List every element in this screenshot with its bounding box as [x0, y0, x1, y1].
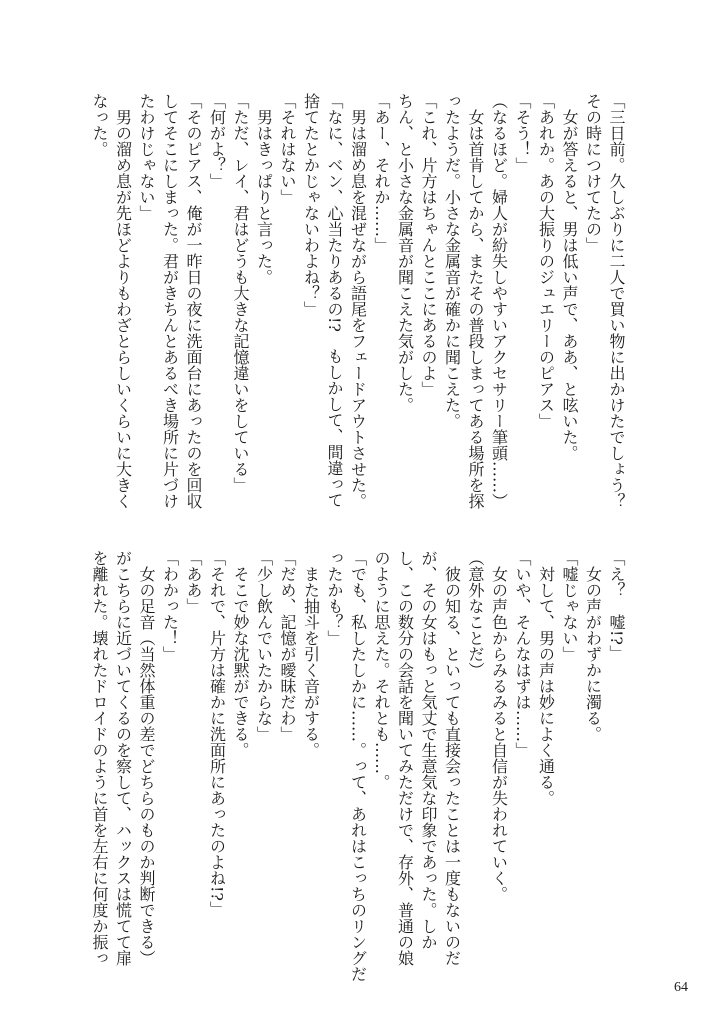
text-line: 男はきっぱりと言った。: [254, 93, 274, 285]
text-line: 「なに、ベン、心当たりあるの!? もしかして、間違って: [325, 93, 344, 509]
text-line: 捨てたとかじゃないわよね？」: [301, 93, 321, 317]
text-line: 「そのピアス、俺が一昨日の夜に洗面台にあったのを回収: [184, 93, 203, 509]
text-line: 女の足音（当然体重の差でどちらのものか判断できる）: [137, 550, 156, 966]
text-line: のように思えた。それとも……。: [372, 550, 391, 790]
lower-text-block: [90, 550, 628, 982]
text-line: 「それで、片方は確かに洗面所にあったのよね!?」: [207, 550, 227, 918]
text-line: ったかも？」: [325, 550, 344, 646]
text-line: 「でも、私したしかに……。って、あれはこっちのリングだ: [348, 550, 368, 982]
text-line: 対して、男の声は妙によく通る。: [536, 550, 556, 806]
text-line: が、その女はもっと気丈で生意気な印象であった。しか: [419, 550, 438, 950]
text-line: 「それはない」: [278, 93, 297, 205]
text-line: 「そう！」: [513, 93, 532, 173]
text-line: 「だめ、記憶が曖昧だわ」: [278, 550, 297, 742]
text-line: なった。: [90, 93, 109, 157]
text-line: 男は溜め息を混ぜながら語尾をフェードアウトさせた。: [348, 93, 368, 509]
text-line: 「あれか。あの大振りのジュエリーのピアス」: [536, 93, 556, 429]
text-line: 女は首肯してから、またその普段しまってある場所を探: [466, 93, 485, 509]
text-line: 「ただ、レイ、君はどうも大きな記憶違いをしている」: [231, 93, 250, 493]
text-line: してそこにしまった。君がきちんとあるべき場所に片づけ: [160, 93, 180, 509]
text-line: 男の溜め息が先ほどよりもわざとらしいくらいに大きく: [113, 93, 133, 509]
text-line: がこちらに近づいてくるのを察して、ハックスは慌てて扉: [113, 550, 133, 966]
text-line: し、この数分の会話を聞いてみただけで、存外、普通の娘: [395, 550, 415, 966]
text-line: 女が答えると、男は低い声で、ああ、と呟いた。: [560, 93, 579, 461]
text-line: 「わかった！」: [160, 550, 180, 662]
text-line: 「あー、それか……」: [372, 93, 391, 253]
text-line: 彼の知る、といっても直接会ったことは一度もないのだ: [442, 550, 462, 966]
text-line: を離れた。壊れたドロイドのように首を左右に何度か振っ: [90, 550, 109, 966]
text-line: （なるほど。婦人が紛失しやすいアクセサリー筆頭……）: [489, 93, 509, 509]
text-line: 「少し飲んでいたからな」: [254, 550, 274, 742]
text-line: ちん、と小さな金属音が聞こえた気がした。: [395, 93, 415, 413]
text-line: 「いや、そんなはずは……」: [513, 550, 532, 758]
text-line: また抽斗を引く音がする。: [301, 550, 321, 758]
text-line: 「え？ 嘘!?」: [607, 550, 626, 662]
text-line: たわけじゃない」: [137, 93, 156, 221]
text-line: そこで妙な沈黙ができる。: [231, 550, 250, 758]
text-line: （意外なことだ）: [466, 550, 485, 678]
upper-text-block: [90, 93, 628, 523]
text-line: 「ああ」: [184, 550, 203, 614]
text-line: 「何がよ？」: [207, 93, 227, 189]
text-line: 女の声色からみるみると自信が失われていく。: [489, 550, 509, 902]
text-line: 女の声がわずかに濁る。: [583, 550, 603, 742]
text-line: その時につけてたの」: [583, 93, 603, 253]
text-line: 「嘘じゃない」: [560, 550, 579, 662]
text-line: 「これ、片方はちゃんとここにあるのよ」: [419, 93, 438, 397]
page-number: 64: [674, 980, 688, 995]
text-line: ったようだ。小さな金属音が確かに聞こえた。: [442, 93, 462, 429]
text-line: 「三日前。久しぶりに二人で買い物に出かけたでしょう？: [607, 93, 626, 509]
